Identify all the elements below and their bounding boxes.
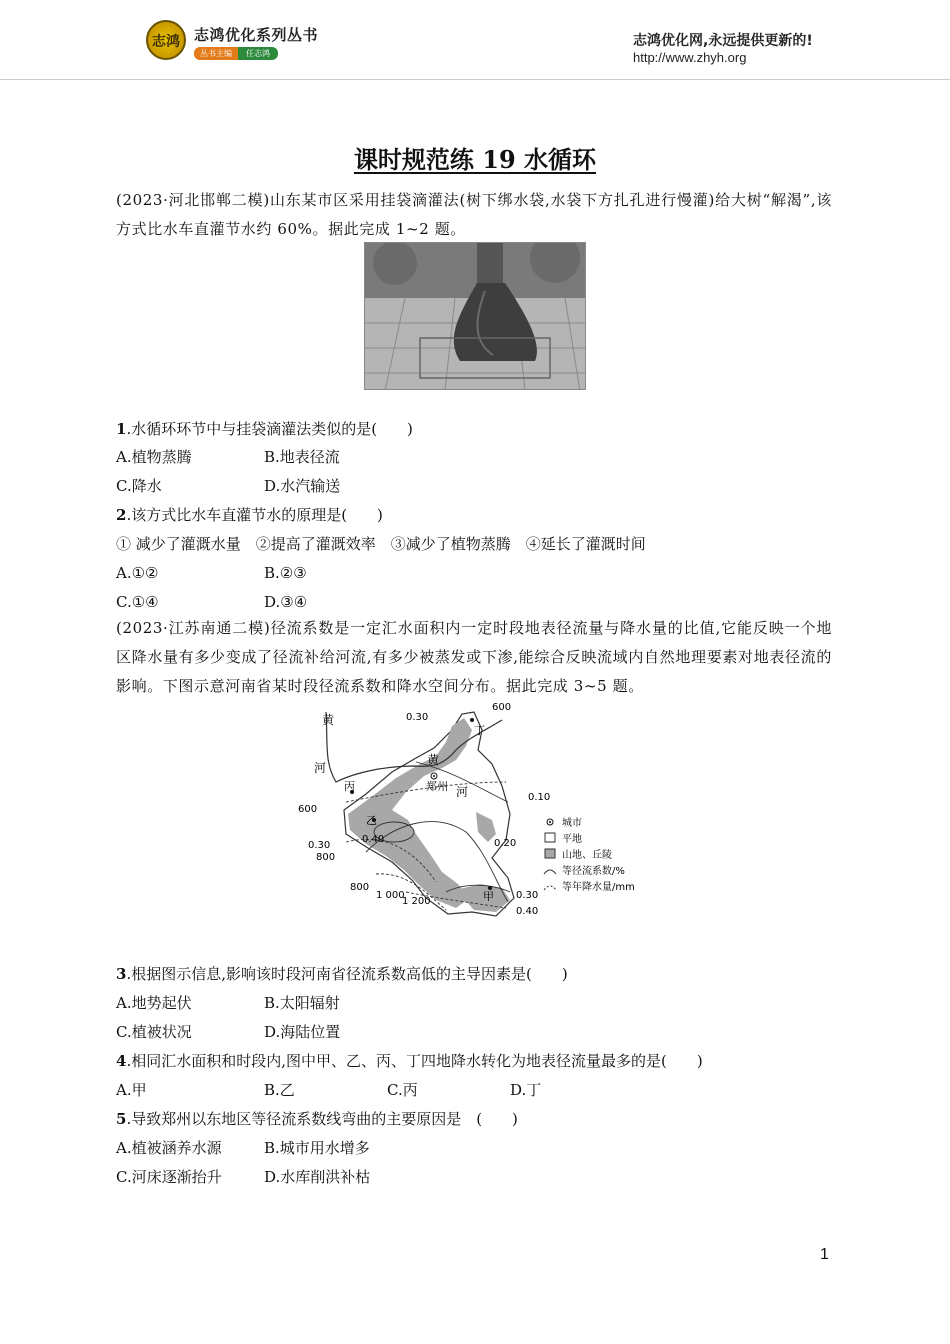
city-zhengzhou: 郑州 xyxy=(426,780,448,793)
place-yi: 乙 xyxy=(366,814,377,827)
map-value-1: 0.30 xyxy=(406,712,429,723)
question-2-statements: ① 减少了灌溉水量 ②提高了灌溉效率 ③减少了植物蒸腾 ④延长了灌溉时间 xyxy=(116,535,646,553)
question-5-number: 5 xyxy=(116,1110,127,1128)
q4-option-d[interactable]: D.丁 xyxy=(510,1081,542,1099)
map-value-5: 0.20 xyxy=(494,838,517,849)
river-label-1: 黄 xyxy=(322,713,335,727)
question-3-text: .根据图示信息,影响该时段河南省径流系数高低的主导因素是( ) xyxy=(126,965,568,983)
q2-option-b[interactable]: B.②③ xyxy=(264,564,307,582)
legend-city: 城市 xyxy=(562,818,582,829)
q1-option-d[interactable]: D.水汽输送 xyxy=(264,477,341,495)
legend-precip: 等年降水量/mm xyxy=(562,882,635,893)
question-2-number: 2 xyxy=(116,506,127,524)
river-label-4: 河 xyxy=(456,785,469,799)
q4-option-c[interactable]: C.丙 xyxy=(387,1081,418,1099)
q5-option-c[interactable]: C.河床逐渐抬升 xyxy=(116,1168,222,1186)
map-value-6: 0.30 xyxy=(308,840,331,851)
map-value-8: 800 xyxy=(316,852,336,863)
q1-option-b[interactable]: B.地表径流 xyxy=(264,448,340,466)
henan-runoff-map xyxy=(296,702,656,934)
river-label-2: 河 xyxy=(314,761,327,775)
river-label-3: 黄 xyxy=(427,753,440,767)
editor-badge xyxy=(194,47,278,60)
map-value-7: 0.40 xyxy=(362,834,385,845)
question-1-number: 1 xyxy=(116,420,127,438)
question-5 xyxy=(116,1108,518,1130)
q3-option-b[interactable]: B.太阳辐射 xyxy=(264,994,340,1012)
page-title xyxy=(0,140,950,175)
question-4 xyxy=(116,1050,703,1072)
q4-option-b[interactable]: B.乙 xyxy=(264,1081,295,1099)
map-value-2: 600 xyxy=(492,702,512,713)
q3-option-a[interactable]: A.地势起伏 xyxy=(116,994,192,1012)
map-value-10: 1 000 xyxy=(376,890,405,901)
page-header xyxy=(0,0,950,80)
q5-option-a[interactable]: A.植被涵养水源 xyxy=(116,1139,222,1157)
page-number: 1 xyxy=(820,1246,829,1263)
intro-paragraph-2: (2023·江苏南通二模)径流系数是一定汇水面积内一定时段地表径流量与降水量的比值,它能反映一个地区降水量有多少变成了径流补给河流,有多少被蒸发或下渗,能综合反映流域内自然地理要素对地表径流的影响。下图示意河南省某时段径流系数和降水空间分布。据此完成 3~5 题。 xyxy=(116,619,832,695)
map-value-3: 0.10 xyxy=(528,792,551,803)
map-value-12: 0.30 xyxy=(516,890,539,901)
q2-option-d[interactable]: D.③④ xyxy=(264,593,308,611)
legend-plain: 平地 xyxy=(562,834,582,845)
q1-option-c[interactable]: C.降水 xyxy=(116,477,162,495)
question-2-text: .该方式比水车直灌节水的原理是( ) xyxy=(126,506,383,524)
map-legend xyxy=(544,816,635,893)
series-name: 志鸿优化系列丛书 xyxy=(194,26,319,44)
map-value-4: 600 xyxy=(298,804,318,815)
place-ding: 丁 xyxy=(474,724,485,737)
intro-paragraph-1: (2023·河北邯郸二模)山东某市区采用挂袋滴灌法(树下绑水袋,水袋下方扎孔进行慢灌)给大树“解渴”,该方式比水车直灌节水约 60%。据此完成 1~2 题。 xyxy=(116,191,832,238)
place-jia: 甲 xyxy=(483,890,494,903)
q5-option-b[interactable]: B.城市用水增多 xyxy=(264,1139,370,1157)
map-value-9: 800 xyxy=(350,882,370,893)
q1-option-a[interactable]: A.植物蒸腾 xyxy=(116,448,192,466)
header-slogan: 志鸿优化网,永远提供更新的! xyxy=(633,33,813,49)
q5-option-d[interactable]: D.水库削洪补枯 xyxy=(264,1168,371,1186)
question-3-number: 3 xyxy=(116,965,127,983)
page-title-text: 课时规范练 19 水循环 xyxy=(353,145,597,174)
logo-text: 志鸿 xyxy=(152,34,180,50)
map-value-13: 0.40 xyxy=(516,906,539,917)
legend-mountain: 山地、丘陵 xyxy=(562,850,612,861)
editor-name: 任志鸿 xyxy=(238,47,278,60)
question-3 xyxy=(116,963,568,985)
tree-drip-bag-photo xyxy=(364,242,586,390)
header-divider xyxy=(0,79,950,80)
place-bing: 丙 xyxy=(344,780,355,793)
q3-option-c[interactable]: C.植被状况 xyxy=(116,1023,192,1041)
q2-option-c[interactable]: C.①④ xyxy=(116,593,159,611)
question-1 xyxy=(116,418,413,440)
question-1-text: .水循环环节中与挂袋滴灌法类似的是( ) xyxy=(126,420,413,438)
q3-option-d[interactable]: D.海陆位置 xyxy=(264,1023,341,1041)
map-value-11: 1 200 xyxy=(402,896,431,907)
editor-label: 丛书主编 xyxy=(194,47,238,60)
question-5-text: .导致郑州以东地区等径流系数线弯曲的主要原因是 ( ) xyxy=(126,1110,518,1128)
header-url[interactable]: http://www.zhyh.org xyxy=(633,50,747,65)
question-4-number: 4 xyxy=(116,1052,127,1070)
q4-option-a[interactable]: A.甲 xyxy=(116,1081,147,1099)
question-4-text: .相同汇水面积和时段内,图中甲、乙、丙、丁四地降水转化为地表径流量最多的是( ) xyxy=(126,1052,703,1070)
question-2 xyxy=(116,504,383,526)
q2-option-a[interactable]: A.①② xyxy=(116,564,159,582)
legend-runoff: 等径流系数/% xyxy=(562,866,625,877)
logo-icon xyxy=(146,20,186,60)
